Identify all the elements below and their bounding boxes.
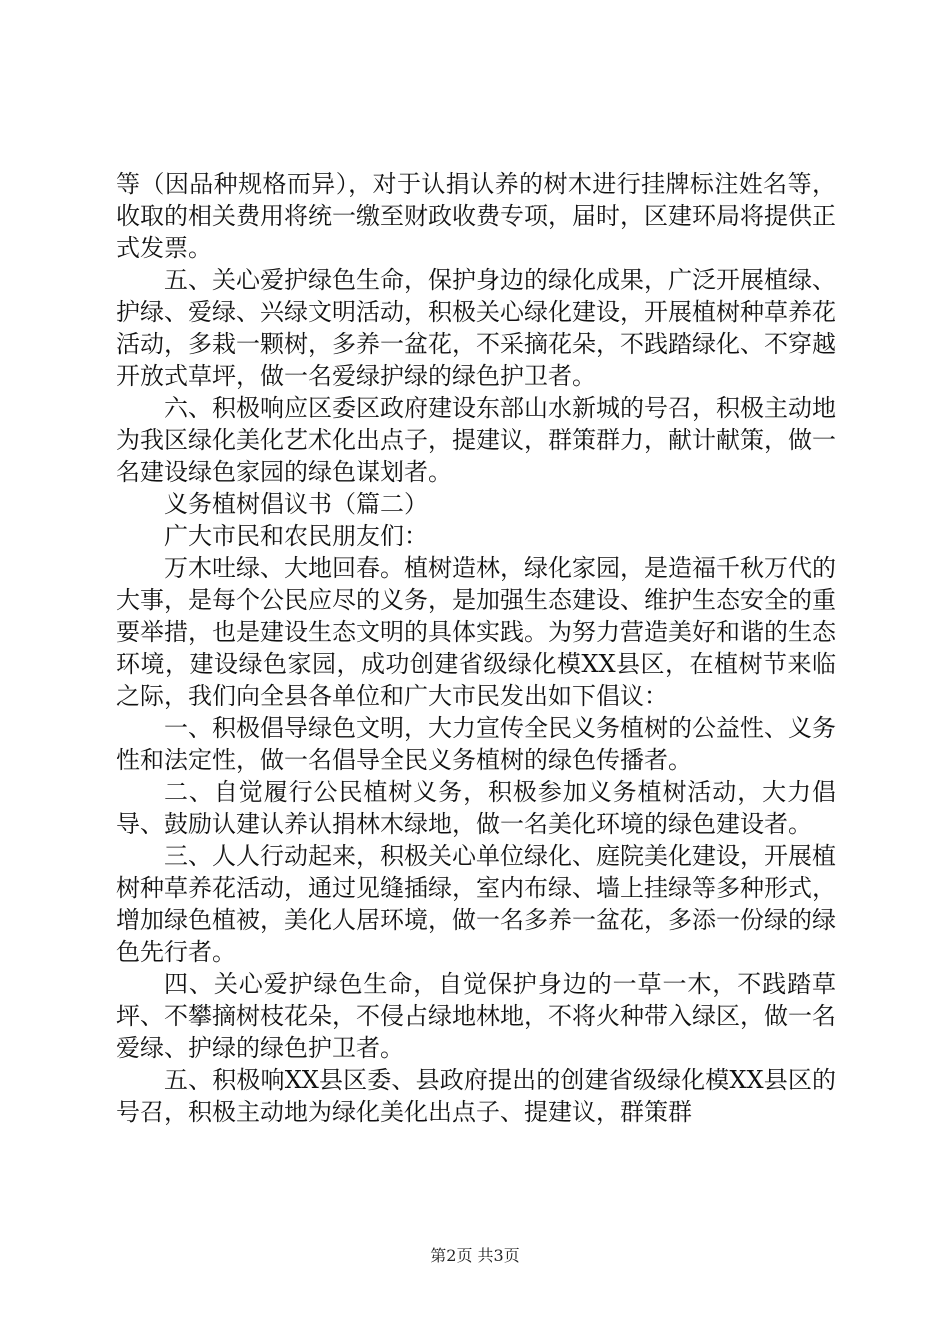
paragraph: 广大市民和农民朋友们： [164,522,428,550]
paragraph: 义务植树倡议书（篇二） [164,490,428,518]
paragraph: 一、积极倡导绿色文明，大力宣传全民义务植树的公益性、义务性和法定性，做一名倡导全民义务植树的绿色传播者。 [116,714,836,774]
paragraph: 等（因品种规格而异），对于认捐认养的树木进行挂牌标注姓名等，收取的相关费用将统一缴至财政收费专项，届时，区建环局将提供正式发票。 [116,170,836,262]
paragraph: 万木吐绿、大地回春。植树造林，绿化家园，是造福千秋万代的大事，是每个公民应尽的义务，是加强生态建设、维护生态安全的重要举措，也是建设生态文明的具体实践。为努力营造美好和谐的生态环境，建设绿色家园，成功创建省级绿化模XX县区，在植树节来临之际，我们向全县各单位和广大市民发出如下倡议： [116,554,836,710]
page-footer: 第2页 共3页 [430,1246,520,1265]
paragraph: 五、关心爱护绿色生命，保护身边的绿化成果，广泛开展植绿、护绿、爱绿、兴绿文明活动，积极关心绿化建设，开展植树种草养花活动，多栽一颗树，多养一盆花，不采摘花朵，不践踏绿化、不穿越开放式草坪，做一名爱绿护绿的绿色护卫者。 [116,266,836,390]
document-body [116,168,836,1128]
paragraph: 六、积极响应区委区政府建设东部山水新城的号召，积极主动地为我区绿化美化艺术化出点子，提建议，群策群力，献计献策，做一名建设绿色家园的绿色谋划者。 [116,394,836,486]
paragraph: 四、关心爱护绿色生命，自觉保护身边的一草一木，不践踏草坪、不攀摘树枝花朵，不侵占绿地林地，不将火种带入绿区，做一名爱绿、护绿的绿色护卫者。 [116,970,836,1062]
paragraph: 三、人人行动起来，积极关心单位绿化、庭院美化建设，开展植树种草养花活动，通过见缝插绿，室内布绿、墙上挂绿等多种形式，增加绿色植被，美化人居环境，做一名多养一盆花，多添一份绿的绿色先行者。 [116,842,836,966]
paragraph: 五、积极响XX县区委、县政府提出的创建省级绿化模XX县区的号召，积极主动地为绿化美化出点子、提建议，群策群 [116,1066,836,1126]
paragraph: 二、自觉履行公民植树义务，积极参加义务植树活动，大力倡导、鼓励认建认养认捐林木绿地，做一名美化环境的绿色建设者。 [116,778,836,838]
